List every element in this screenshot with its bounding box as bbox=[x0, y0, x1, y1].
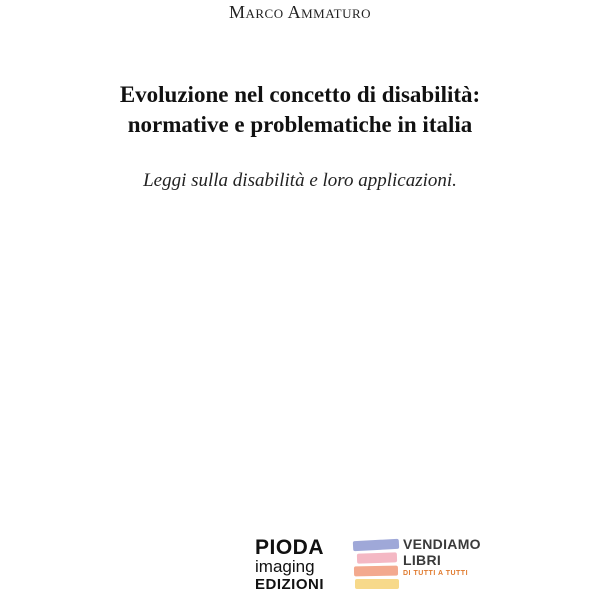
seller-logo-stripes-icon bbox=[353, 538, 401, 592]
seller-logo bbox=[353, 536, 493, 592]
seller-logo-line-2: LIBRI bbox=[403, 552, 442, 568]
publisher-logo-line-3: EDIZIONI bbox=[255, 576, 325, 593]
seller-logo-tagline: DI TUTTI A TUTTI bbox=[403, 570, 469, 577]
author-name: Marco Ammaturo bbox=[228, 2, 372, 22]
stripe-4 bbox=[355, 579, 399, 589]
book-title bbox=[40, 80, 560, 140]
publisher-logo-line-1: PIODA bbox=[255, 536, 325, 559]
publisher-logo-line-2: imaging bbox=[255, 557, 315, 576]
book-title-line-1: Evoluzione nel concetto di disabilità: bbox=[119, 82, 481, 107]
seller-logo-line-1: VENDIAMO bbox=[403, 536, 481, 552]
book-title-line-2: normative e problematiche in italia bbox=[127, 112, 473, 137]
publisher-logo bbox=[255, 538, 347, 593]
stripe-1 bbox=[353, 539, 399, 551]
stripe-3 bbox=[354, 566, 398, 577]
book-subtitle: Leggi sulla disabilità e loro applicazioni. bbox=[143, 170, 457, 191]
stripe-2 bbox=[357, 552, 397, 563]
seller-logo-text bbox=[403, 536, 481, 580]
